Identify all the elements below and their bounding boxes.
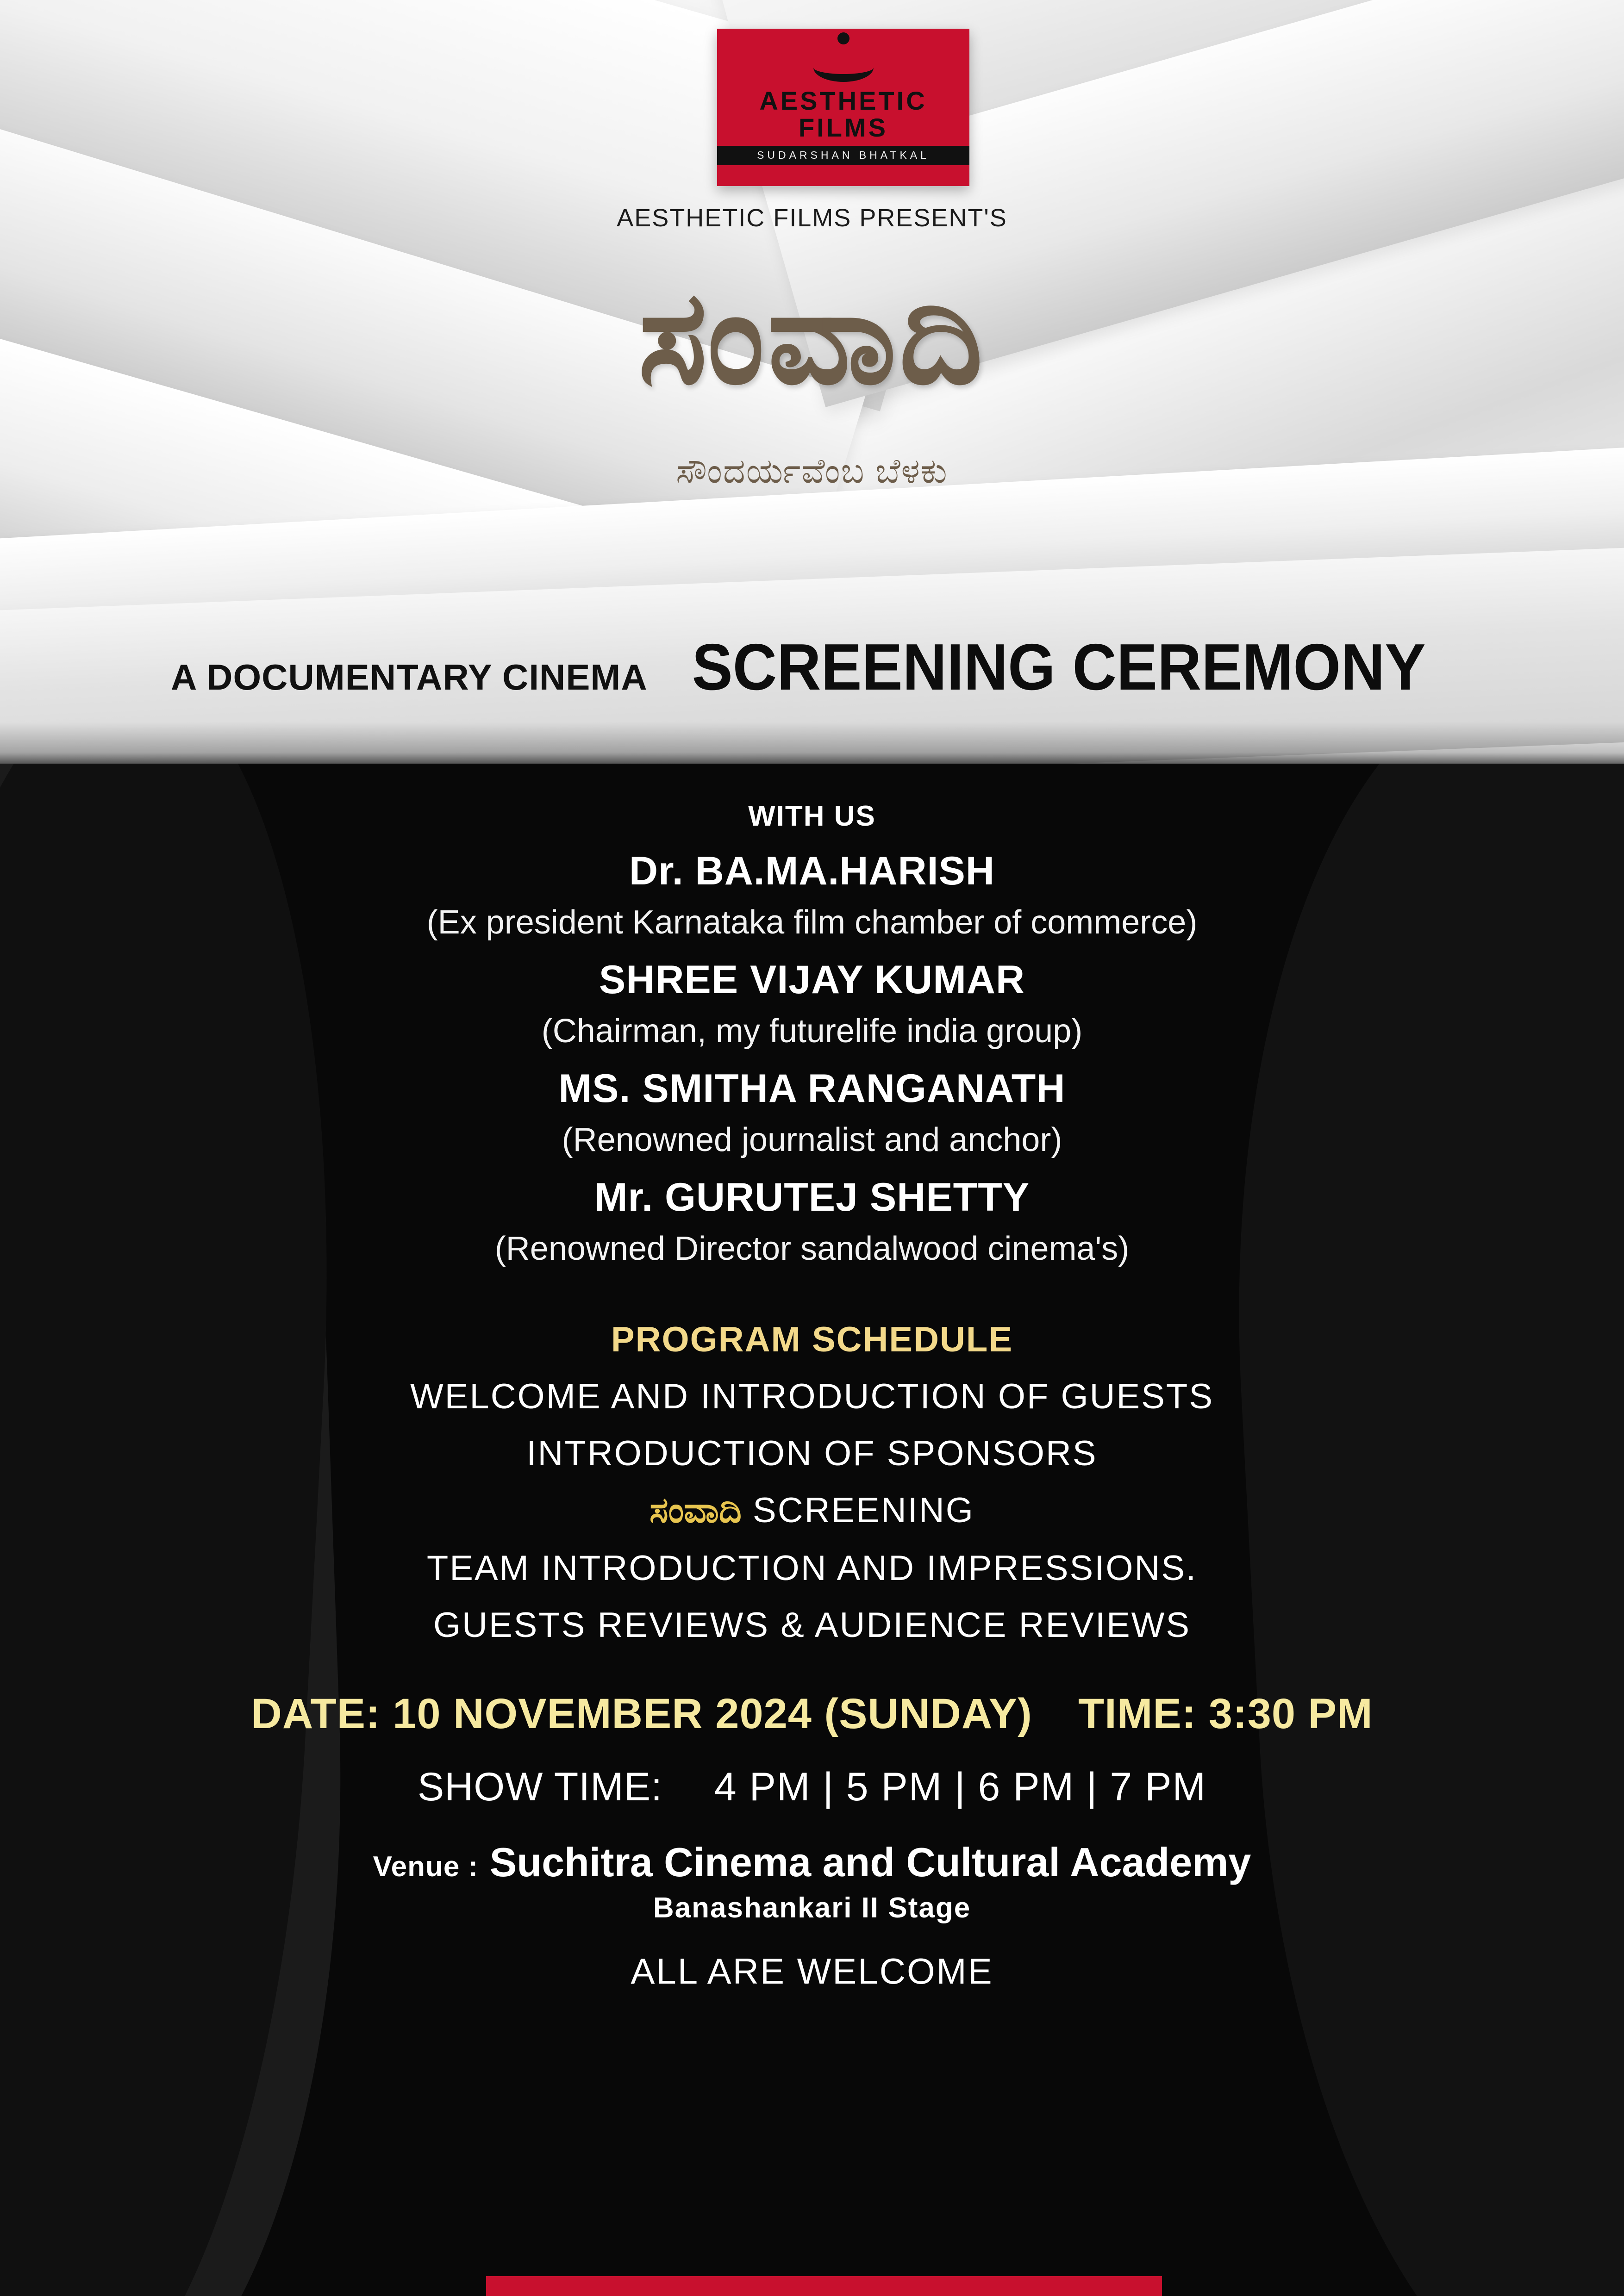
guests-heading: WITH US bbox=[748, 800, 876, 832]
guest-role: (Renowned Director sandalwood cinema's) bbox=[494, 1230, 1130, 1267]
guest-role: (Ex president Karnataka film chamber of commerce) bbox=[426, 904, 1198, 941]
schedule-screening-kannada: ಸಂವಾದಿ bbox=[650, 1491, 742, 1530]
film-tagline-kannada: ಸೌಂದರ್ಯವೆಂಬ ಬೆಳಕು bbox=[676, 452, 948, 490]
schedule-item: WELCOME AND INTRODUCTION OF GUESTS bbox=[410, 1377, 1214, 1416]
smile-face-icon bbox=[813, 45, 874, 82]
guest-role: (Chairman, my futurelife india group) bbox=[541, 1013, 1083, 1050]
section-divider-shadow bbox=[0, 722, 1624, 764]
poster-bottom-section bbox=[0, 764, 1624, 2296]
schedule-item: INTRODUCTION OF SPONSORS bbox=[526, 1434, 1098, 1473]
guest-name: Dr. BA.MA.HARISH bbox=[629, 849, 995, 893]
schedule-item-screening bbox=[0, 1490, 1624, 1531]
event-details bbox=[0, 764, 1624, 1992]
guest-name: MS. SMITHA RANGANATH bbox=[558, 1066, 1066, 1111]
guest-name: SHREE VIJAY KUMAR bbox=[599, 958, 1025, 1002]
bottom-red-bar bbox=[486, 2276, 1162, 2296]
logo-line-1: AESTHETIC bbox=[759, 86, 927, 115]
schedule-item: TEAM INTRODUCTION AND IMPRESSIONS. bbox=[426, 1549, 1198, 1588]
guest-role: (Renowned journalist and anchor) bbox=[562, 1121, 1062, 1158]
schedule-item: GUESTS REVIEWS & AUDIENCE REVIEWS bbox=[433, 1605, 1191, 1645]
event-datetime bbox=[0, 1690, 1624, 1738]
all-are-welcome: ALL ARE WELCOME bbox=[631, 1951, 993, 1991]
logo-line-2: FILMS bbox=[799, 113, 888, 143]
film-title-kannada: ಸಂವಾದಿ bbox=[638, 266, 986, 410]
documentary-kicker: A DOCUMENTARY CINEMA bbox=[171, 657, 648, 697]
page-title: SCREENING CEREMONY bbox=[692, 630, 1426, 704]
headline-row bbox=[0, 629, 1624, 705]
schedule-screening-label: SCREENING bbox=[753, 1491, 974, 1530]
showtime-label: SHOW TIME: bbox=[417, 1765, 663, 1809]
showtime-values: 4 PM | 5 PM | 6 PM | 7 PM bbox=[714, 1765, 1207, 1809]
event-time: TIME: 3:30 PM bbox=[1078, 1690, 1373, 1737]
venue-area: Banashankari II Stage bbox=[653, 1892, 971, 1924]
guest-name: Mr. GURUTEJ SHETTY bbox=[594, 1175, 1030, 1220]
presents-line: AESTHETIC FILMS PRESENT'S bbox=[617, 204, 1007, 232]
venue-row bbox=[0, 1839, 1624, 1886]
showtime-row bbox=[0, 1764, 1624, 1810]
aesthetic-films-logo bbox=[717, 29, 969, 186]
logo-subtitle: SUDARSHAN BHATKAL bbox=[717, 146, 969, 165]
program-schedule-title: PROGRAM SCHEDULE bbox=[611, 1320, 1013, 1359]
venue-name: Suchitra Cinema and Cultural Academy bbox=[489, 1839, 1251, 1885]
poster-top-section bbox=[0, 0, 1624, 764]
event-date: DATE: 10 NOVEMBER 2024 (SUNDAY) bbox=[251, 1690, 1032, 1737]
venue-label: Venue : bbox=[373, 1851, 479, 1883]
